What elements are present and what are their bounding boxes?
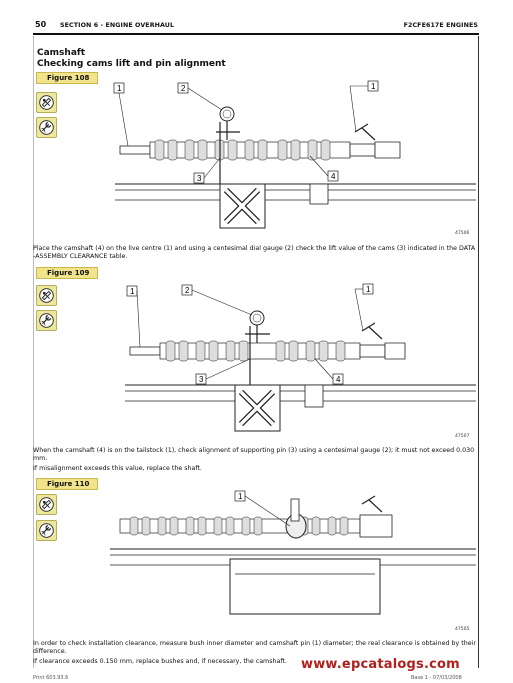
header-rule	[33, 33, 479, 35]
figure-109-text: When the camshaft (4) is on the tailstock (1), check alignment of supporting pin (3) using a centesimal gauge (2); it must not exceed 0.030 mm.	[33, 447, 475, 462]
page-number: 50	[35, 20, 47, 29]
figure-109-callout-2: 2	[185, 286, 190, 295]
figure-108-callout-1b: 1	[371, 82, 376, 91]
figure-108-callout-4: 4	[331, 172, 336, 181]
figure-110-callout-1: 1	[238, 492, 243, 501]
figure-110-code: 47505	[455, 627, 470, 632]
spanner-hand-icon	[36, 117, 57, 138]
figure-109-label: Figure 109	[36, 267, 98, 279]
figure-109-drawing	[100, 268, 476, 440]
figure-110-label: Figure 110	[36, 478, 98, 490]
figure-109-callout-1: 1	[130, 287, 135, 296]
section-subtitle: Checking cams lift and pin alignment	[37, 59, 226, 69]
figure-108-callout-2: 2	[181, 84, 186, 93]
engine-header: F2CFE617E ENGINES	[403, 22, 478, 29]
spanner-hand-icon	[36, 310, 57, 331]
figure-109-callout-1b: 1	[366, 285, 371, 294]
frame-right-border	[478, 36, 479, 668]
watermark: www.epcatalogs.com	[301, 657, 460, 672]
wrench-person-icon	[36, 285, 57, 306]
figure-108-callout-3: 3	[197, 174, 202, 183]
wrench-person-icon	[36, 494, 57, 515]
footer-left: Print 603.93.6	[33, 675, 69, 681]
figure-108-label: Figure 108	[36, 72, 98, 84]
figure-109-callout-3: 3	[199, 375, 204, 384]
figure-109-callout-4: 4	[336, 375, 341, 384]
figure-109-code: 47507	[455, 434, 470, 439]
figure-110-text2: If clearance exceeds 0.150 mm, replace bushes and, if necessary, the camshaft.	[33, 658, 287, 665]
figure-108-callout-1: 1	[117, 84, 122, 93]
footer-right: Base 1 - 07/03/2008	[411, 675, 462, 681]
figure-108-drawing	[100, 72, 476, 237]
figure-110-text: In order to check installation clearance, measure bush inner diameter and camshaft pin (1) diameter; the real clearance is obtained by their difference.	[33, 640, 476, 655]
section-header: SECTION 6 - ENGINE OVERHAUL	[60, 22, 175, 29]
spanner-hand-icon	[36, 520, 57, 541]
figure-108-text: Place the camshaft (4) on the live centre (1) and using a centesimal dial gauge (2) check the lift value of the cams (3) indicated in the DATA -ASSEMBLY CLEARANCE table.	[33, 245, 476, 260]
wrench-person-icon	[36, 92, 57, 113]
section-title: Camshaft	[37, 48, 86, 58]
figure-109-text2: If misalignment exceeds this value, replace the shaft.	[33, 465, 202, 472]
figure-108-code: 47506	[455, 231, 470, 236]
figure-110-drawing	[100, 479, 476, 637]
frame-left-border	[33, 36, 34, 668]
